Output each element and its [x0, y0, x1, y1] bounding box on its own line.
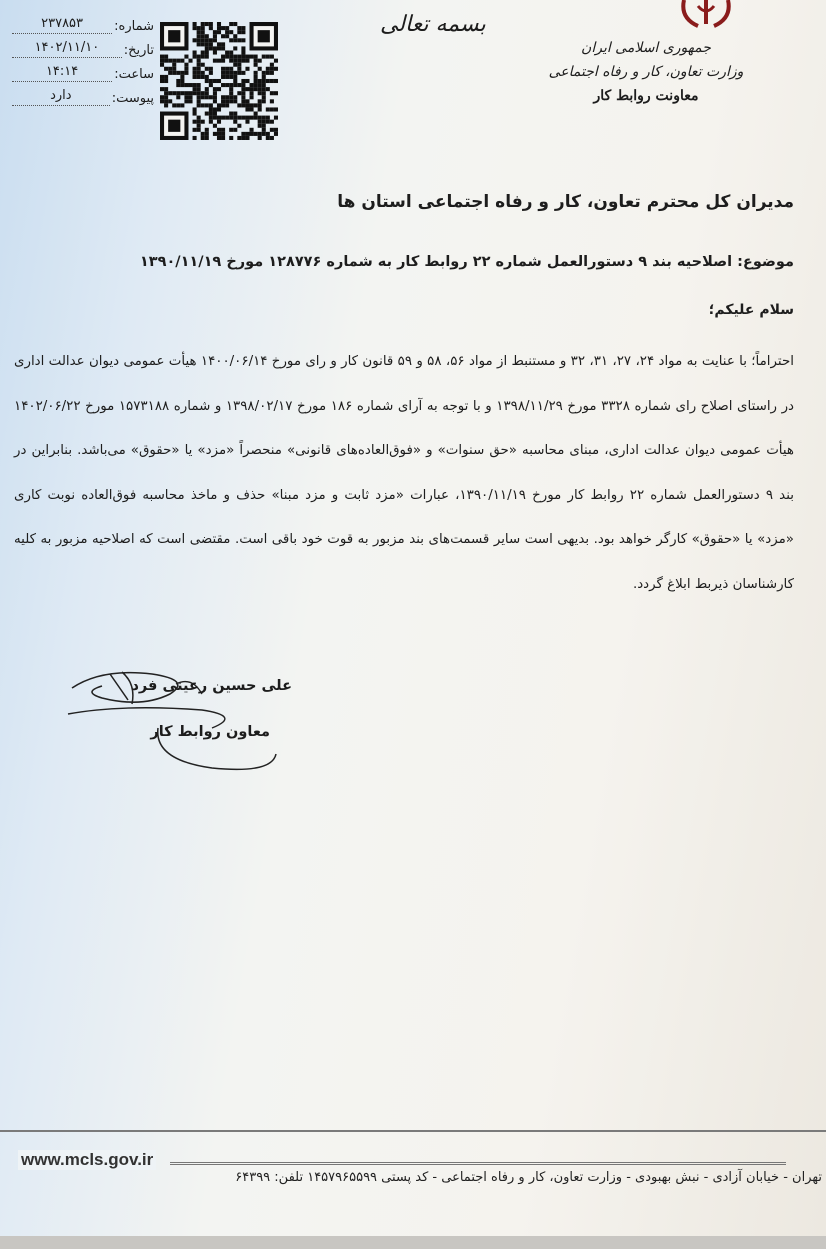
bottom-edge — [0, 1236, 826, 1249]
date-label: تاریخ: — [123, 43, 154, 58]
ministry-line1: جمهوری اسلامی ایران — [581, 40, 711, 56]
footer-address: تهران - خیابان آزادی - نبش بهبودی - وزارت تعاون، کار و رفاه اجتماعی - کد پستی ۱۴۵۷۹۶۵۵۹۹ تلفن: ۶۴۳۹۹ — [235, 1170, 822, 1185]
greeting: سلام علیکم؛ — [708, 302, 794, 318]
meta-attachment-row — [12, 82, 154, 106]
ministry-heading — [526, 36, 766, 108]
footer-divider — [0, 1130, 826, 1132]
iran-emblem-icon — [676, 0, 736, 30]
number-label: شماره: — [114, 19, 154, 34]
qr-code-icon — [160, 22, 278, 140]
letter-meta — [12, 10, 154, 106]
date-value: ۱۴۰۲/۱۱/۱۰ — [12, 39, 122, 58]
attachment-label: پیوست: — [111, 91, 154, 106]
website-link[interactable]: www.mcls.gov.ir — [18, 1150, 156, 1170]
recipient-line: مدیران کل محترم تعاون، کار و رفاه اجتماعی استان ها — [337, 192, 794, 212]
bismillah: بسمه تعالی — [380, 12, 486, 37]
signer-name: علی حسین رعینی فرد — [131, 678, 292, 694]
department-name: معاونت روابط کار — [593, 88, 699, 104]
signer-title: معاون روابط کار — [150, 724, 270, 740]
meta-date-row — [12, 34, 154, 58]
attachment-value: دارد — [12, 87, 110, 106]
number-value: ۲۳۷۸۵۳ — [12, 15, 112, 34]
ministry-line2: وزارت تعاون، کار و رفاه اجتماعی — [548, 64, 744, 80]
time-value: ۱۴:۱۴ — [12, 63, 112, 82]
subject-line: موضوع: اصلاحیه بند ۹ دستورالعمل شماره ۲۲ روابط کار به شماره ۱۲۸۷۷۶ مورخ ۱۳۹۰/۱۱/۱۹ — [139, 254, 794, 270]
letter-body: احتراماً؛ با عنایت به مواد ۲۴، ۲۷، ۳۱، ۳۲ و مستنبط از مواد ۵۶، ۵۸ و ۵۹ قانون کار و رای مورخ ۱۴۰۰/۰۶/۱۴ هیأت عمومی دیوان عدالت اداری در راستای اصلاح رای شماره ۳۳۲۸ مورخ ۱۳۹۸/۱۱/۲۹ و با توجه به آرای شماره ۱۸۶ مورخ ۱۳۹۸/۰۲/۱۷ و شماره ۱۵۷۳۱۸۸ مورخ ۱۴۰۲/۰۶/۲۲ هیأت عمومی دیوان عدالت اداری، مبنای محاسبه «حق سنوات» و «فوق‌العاده‌های قانونی» منحصراً «مزد» یا «حقوق» می‌باشد. بنابراین در بند ۹ دستورالعمل شماره ۲۲ روابط کار مورخ ۱۳۹۰/۱۱/۱۹، عبارات «مزد ثابت و مزد مبنا» حذف و ماخذ محاسبه فوق‌العاده نوبت کاری «مزد» یا «حقوق» کارگر خواهد بود. بدیهی است سایر قسمت‌های بند مزبور به قوت خود باقی است. مقتضی است که اصلاحیه مزبور به کلیه کارشناسان ذیربط ابلاغ گردد. — [14, 354, 794, 592]
meta-number-row — [12, 10, 154, 34]
signature-block — [62, 664, 292, 784]
footer-rule — [170, 1162, 786, 1165]
meta-time-row — [12, 58, 154, 82]
time-label: ساعت: — [114, 67, 154, 82]
